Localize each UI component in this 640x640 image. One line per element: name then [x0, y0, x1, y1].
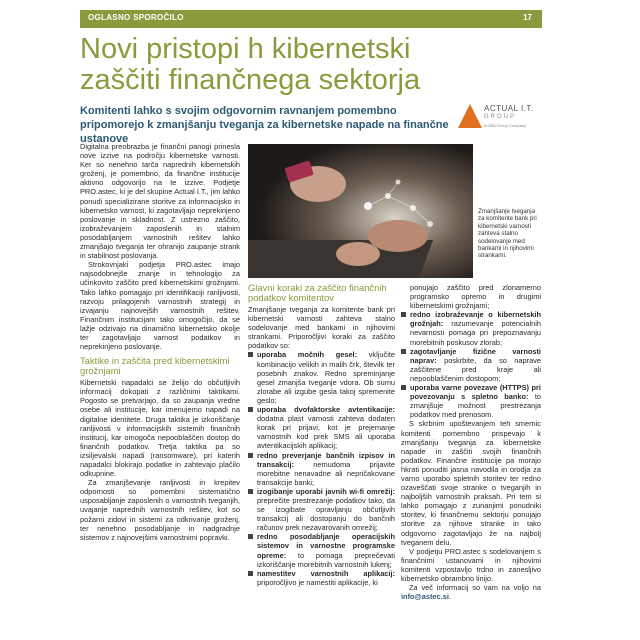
logo-triangle-icon: [458, 104, 482, 128]
list-item: redno preverjanje bančnih izpisov in transakcij: nemudoma prijavite morebitne nenavadne ali nepričakovane transakcije banki;: [248, 451, 395, 487]
article-title: Novi pristopi h kibernetski zaščiti finančnega sektorja: [80, 33, 421, 96]
list-item: redno posodabljanje operacijskih sistemov in varnostne programske opreme: to pomaga preprečevati izkoriščanje morebitnih varnostnih lukenj;: [248, 532, 395, 568]
logo-name: ACTUAL I.T.: [484, 104, 534, 113]
column-2: [248, 283, 395, 587]
actual-it-logo: [454, 104, 544, 132]
section-heading: Glavni koraki za zaščito finančnih podatkov komitentov: [248, 282, 387, 303]
list-item: uporaba varne povezave (HTTPS) pri povezovanju s spletno banko: to zmanjšuje možnost prestrezanja podatkov med prenosom.: [401, 383, 541, 419]
photo-caption: Zmanjšanje tveganja za komitente bank pri kibernetski varnosti zahteva stalno sodelovanje med bankami in njihovimi strankami.: [478, 208, 537, 260]
paragraph: Digitalna preobrazba je finančni panogi prinesla nove izzive na področju kibernetske varnosti. Ker so nenehno tarča naprednih kibernetskih groženj, je pomembno, da finančne institucije aktivno odgovorijo na te izzive. Podjetje PRO.astec, ki je del skupine Actual I.T., jim lahko ponudi specializirane storitve za informacijsko in kibernetsko varnost, ki zagotavljajo neprekinjeno poslovanje in skladnost. Z ustrezno zaščito, izobraževanjem zaposlenih in stalnim posodabljanjem varnostnih rešitev lahko zmanjšajo tveganja ter ohranijo zaupanje strank in stabilnost poslovanja.: [80, 142, 240, 261]
list-item: uporaba dvofaktorske avtentikacije: dodatna plast varnosti zahteva dodaten korak pri prijavi, kot je prejemanje varnostnih kod prek SMS ali uporaba avtentikacijskih aplikacij;: [248, 405, 395, 450]
column-1: [80, 142, 240, 542]
page-number: 17: [523, 13, 532, 22]
paragraph: Strokovnjaki podjetja PRO.astec imajo najsodobnejše znanje in tehnologijo za učinkovito zaščito pred kibernetskimi grožnjami. Tako lahko pomagajo pri identifikaciji ranljivosti, razvoju prilagojenih varnostnih strategij in izvajanju najnovejših varnostnih rešitev. Finančnim institucijam tako omogočijo, da se lažje odzivajo na dinamično kibernetsko okolje ter zagotavljajo varnost podatkov in neprekinjeno poslovanje.: [80, 260, 240, 352]
hands-keyboard-illustration: [248, 144, 473, 278]
logo-company: A DBA Group Company: [484, 123, 527, 128]
column-3: [401, 283, 541, 601]
paragraph: V podjetju PRO.astec s sodelovanjem s finančnimi ustanovami in njihovimi komitenti vzpostavljo trdno in zanesljivo kibernetsko obrambno linijo.: [401, 546, 541, 583]
list-item: namestitev varnostnih aplikacij: priporočljivo je namestiti aplikacije, ki: [248, 569, 395, 587]
logo-group: GROUP: [484, 114, 517, 120]
bullet-list: [248, 350, 395, 586]
paragraph: ponujajo zaščito pred zlonamerno programsko opremo in drugimi kibernetskimi grožnjami;: [410, 283, 541, 311]
bullet-list: [401, 310, 541, 419]
section-header-bar: [80, 10, 542, 28]
section-heading: Taktike in zaščita pred kibernetskimi grožnjami: [80, 355, 230, 377]
paragraph: Zmanjšanje tveganja za komitente bank pri kibernetski varnosti zahteva stalno sodelovanje med bankami in njihovimi strankami. Priporočljivi koraki za zaščito podatkov so:: [248, 305, 395, 351]
list-item: zagotavljanje fizične varnosti naprav: poskrbite, da so naprave zaščitene pred kraje ali nepooblaščenim dostopom;: [401, 347, 541, 383]
email-link[interactable]: info@astec.si: [401, 592, 449, 602]
list-item: uporaba močnih gesel: vključite kombinacijo velikih in malih črk, številk ter posebnih znakov. Redno spreminjanje gesel zmanjša tveganje vdora. Ob sumu zlorabe ali izgube gesla takoj spremenite geslo;: [248, 350, 395, 405]
paragraph: S skrbnim upoštevanjem teh smernic komitenti pomembno prispevajo k zmanjšanju tveganja za kibernetske napade in zaščiti svojih finančnih podatkov. Finančne institucije pa morajo hkrati ponuditi jasna navodila in orodja za varno uporabo spletnih storitev ter redno ozaveščati svoje stranke o tveganjih in najboljših varnostnih praksah. Pri tem si lahko pomagajo z zunanjimi ponudniki storitev, ki finančnemu sektorju ponujajo storitve za njihove stranke in tako odgovorno zagotavljajo že na najbolj tveganem delu.: [401, 419, 541, 547]
article-subtitle: Komitenti lahko s svojim odgovornim ravnanjem pomembno pripomorejo k zmanjšanju tveganja za kibernetske napade na finančne ustanove: [80, 105, 449, 145]
list-item: izogibanje uporabi javnih wi-fi omrežij: preprečite prestrezanje podatkov tako, da se izogibate opravljanju občutljivih transakcij ali dostopanju do bančnih računov prek nezavarovanih omrežij;: [248, 487, 395, 532]
list-item: redno izobraževanje o kibernetskih grožnjah: razumevanje potencialnih nevarnosti pomaga pri prepoznavanju morebitnih poskusov zlorab;: [401, 310, 541, 346]
paragraph: Za več informacij so vam na voljo na info@astec.si.: [401, 583, 541, 602]
paragraph: Kibernetski napadalci se želijo do občutljivih informacij dokopati z različnimi taktikami. Pogosto se pretvarjajo, da so zaupanja vredne osebe ali institucije, kar imenujemo napadi na digitalne identitete. Druga taktika je izkoriščanje ranljivosti v informacijskih sistemih finančnih institucij, kar omogoča nepooblaščen dostop do finančnih podatkov. Tretja taktika pa so izsiljevalski napadi (ransomware), pri katerih napadalci blokirajo podatke in zahtevajo plačilo odkupnine.: [80, 378, 240, 479]
paragraph: Za zmanjševanje ranljivosti in krepitev odpornosti so pomembni sistematično usposabljanje zaposlenih o varnostnih tveganjih, uvajanje naprednih varnostnih rešitev, kot so požarni zidovi in sistemi za odkrivanje groženj, ter nenehno posodabljanje in nadgradnje sistemov z najnovejšimi varnostnimi popravki.: [80, 478, 240, 542]
article-photo: [248, 144, 473, 278]
section-label: OGLASNO SPOROČILO: [88, 13, 184, 22]
